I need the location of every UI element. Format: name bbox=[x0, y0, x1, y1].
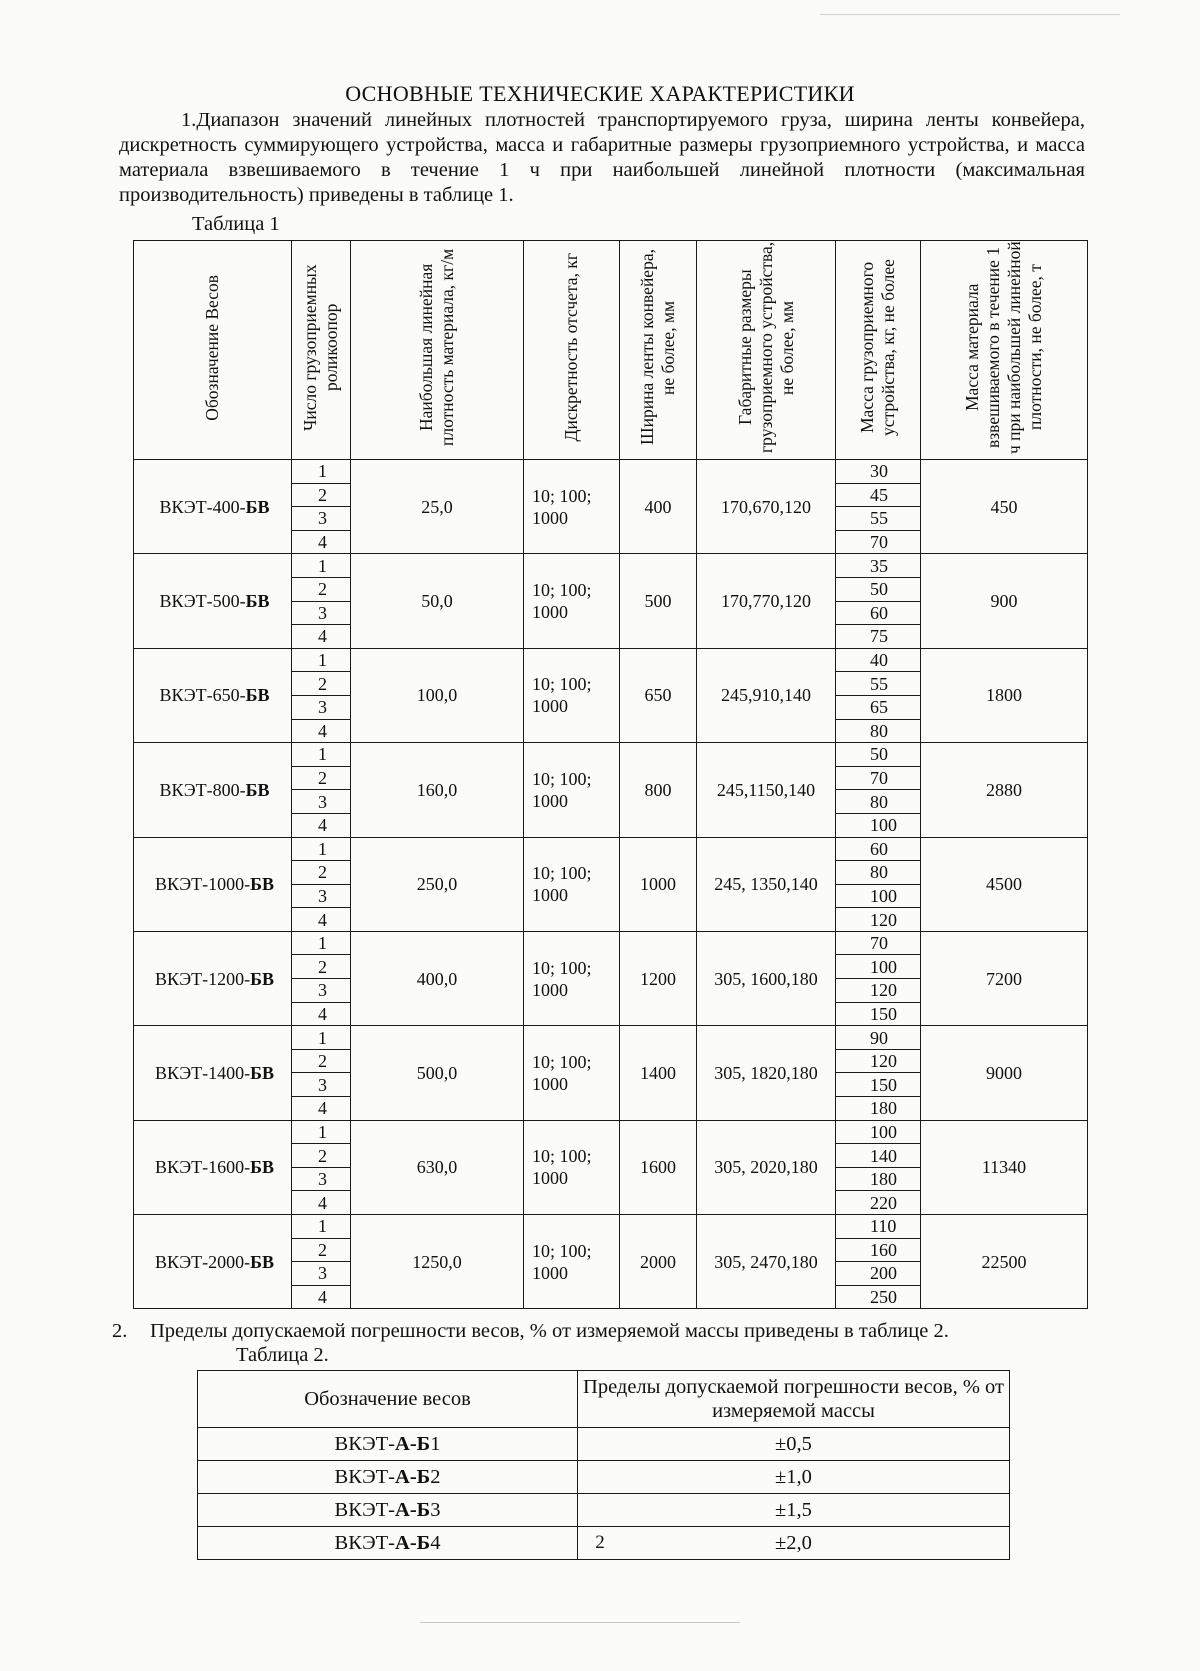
dimensions-cell: 170,770,120 bbox=[697, 554, 836, 648]
header-roller-count bbox=[292, 241, 351, 460]
model-cell bbox=[134, 1215, 292, 1309]
density-cell: 25,0 bbox=[351, 460, 524, 554]
device-mass-cell: 140 bbox=[836, 1144, 921, 1168]
page-heading: ОСНОВНЫЕ ТЕХНИЧЕСКИЕ ХАРАКТЕРИСТИКИ bbox=[345, 81, 855, 106]
roller-count-cell: 2 bbox=[292, 861, 351, 885]
header-hourly-mass bbox=[921, 241, 1088, 460]
device-mass-cell: 70 bbox=[836, 530, 921, 554]
roller-count-cell: 4 bbox=[292, 813, 351, 837]
dimensions-cell: 245,910,140 bbox=[697, 648, 836, 742]
device-mass-cell: 80 bbox=[836, 790, 921, 814]
table2-header-limit: Пределы допускаемой погрешности весов, % от измеряемой массы bbox=[578, 1371, 1010, 1428]
section2-paragraph bbox=[112, 1320, 949, 1343]
model-class: 2 bbox=[430, 1465, 441, 1488]
table-row bbox=[134, 1026, 1088, 1050]
device-mass-cell: 65 bbox=[836, 695, 921, 719]
roller-count-cell: 3 bbox=[292, 601, 351, 625]
hourly-mass-cell: 450 bbox=[921, 460, 1088, 554]
table-row bbox=[134, 931, 1088, 955]
model-prefix: ВКЭТ- bbox=[334, 1465, 396, 1488]
roller-count-cell: 3 bbox=[292, 695, 351, 719]
dimensions-cell: 305, 1820,180 bbox=[697, 1026, 836, 1120]
model-prefix: ВКЭТ-800- bbox=[159, 779, 246, 800]
model-prefix: ВКЭТ- bbox=[334, 1432, 396, 1455]
roller-count-cell: 4 bbox=[292, 908, 351, 932]
model-type: А-Б bbox=[395, 1465, 431, 1488]
roller-count-cell: 1 bbox=[292, 743, 351, 767]
density-cell: 160,0 bbox=[351, 743, 524, 837]
table2-header-model: Обозначение весов bbox=[198, 1371, 578, 1428]
model-type: А-Б bbox=[395, 1498, 431, 1521]
dimensions-cell: 305, 2470,180 bbox=[697, 1215, 836, 1309]
density-cell: 250,0 bbox=[351, 837, 524, 931]
header-model-text: Обозначение Весов bbox=[202, 274, 222, 421]
device-mass-cell: 70 bbox=[836, 766, 921, 790]
roller-count-cell: 1 bbox=[292, 1215, 351, 1239]
error-limit-cell: ±2,0 bbox=[578, 1527, 1010, 1560]
header-belt-width-text: Ширина ленты конвейера, не более, мм bbox=[637, 249, 678, 446]
discreteness-cell: 10; 100; 1000 bbox=[524, 1026, 620, 1120]
device-mass-cell: 200 bbox=[836, 1262, 921, 1286]
roller-count-cell: 4 bbox=[292, 1097, 351, 1121]
roller-count-cell: 2 bbox=[292, 1049, 351, 1073]
intro-text: 1.Диапазон значений линейных плотностей транспортируемого груза, ширина ленты конвейера, дискретность суммирующего устройства, масса и габаритные размеры грузоприемного устройства, и масса материала взвешиваемого в течение 1 ч при наибольшей линейной плотности (максимальная производительность) приведены в таблице 1. bbox=[119, 109, 1085, 206]
dimensions-cell: 305, 1600,180 bbox=[697, 931, 836, 1025]
device-mass-cell: 150 bbox=[836, 1002, 921, 1026]
model-cell bbox=[134, 460, 292, 554]
device-mass-cell: 120 bbox=[836, 979, 921, 1003]
discreteness-cell: 10; 100; 1000 bbox=[524, 837, 620, 931]
roller-count-cell: 3 bbox=[292, 1167, 351, 1191]
model-cell bbox=[134, 837, 292, 931]
device-mass-cell: 180 bbox=[836, 1097, 921, 1121]
header-device-mass bbox=[836, 241, 921, 460]
hourly-mass-cell: 9000 bbox=[921, 1026, 1088, 1120]
model-cell bbox=[134, 743, 292, 837]
discreteness-cell: 10; 100; 1000 bbox=[524, 743, 620, 837]
device-mass-cell: 60 bbox=[836, 837, 921, 861]
table1-body bbox=[134, 460, 1088, 1309]
model-suffix: БВ bbox=[250, 1062, 274, 1083]
roller-count-cell: 3 bbox=[292, 979, 351, 1003]
model-cell bbox=[134, 648, 292, 742]
device-mass-cell: 40 bbox=[836, 648, 921, 672]
density-cell: 630,0 bbox=[351, 1120, 524, 1214]
hourly-mass-cell: 11340 bbox=[921, 1120, 1088, 1214]
model-type: А-Б bbox=[395, 1531, 431, 1554]
model-suffix: БВ bbox=[250, 968, 274, 989]
discreteness-cell: 10; 100; 1000 bbox=[524, 648, 620, 742]
belt-width-cell: 650 bbox=[620, 648, 697, 742]
hourly-mass-cell: 1800 bbox=[921, 648, 1088, 742]
roller-count-cell: 2 bbox=[292, 577, 351, 601]
device-mass-cell: 250 bbox=[836, 1285, 921, 1309]
table-row bbox=[134, 837, 1088, 861]
model-prefix: ВКЭТ- bbox=[334, 1531, 396, 1554]
model-class: 3 bbox=[430, 1498, 441, 1521]
model-class: 1 bbox=[430, 1432, 441, 1455]
roller-count-cell: 2 bbox=[292, 766, 351, 790]
density-cell: 500,0 bbox=[351, 1026, 524, 1120]
roller-count-cell: 4 bbox=[292, 625, 351, 649]
table-row bbox=[134, 554, 1088, 578]
density-cell: 400,0 bbox=[351, 931, 524, 1025]
device-mass-cell: 60 bbox=[836, 601, 921, 625]
discreteness-cell: 10; 100; 1000 bbox=[524, 554, 620, 648]
hourly-mass-cell: 22500 bbox=[921, 1215, 1088, 1309]
device-mass-cell: 55 bbox=[836, 672, 921, 696]
header-hourly-mass-text: Масса материала взвешиваемого в течение 1 ч при наибольшей линейной плотности, не более, т bbox=[962, 241, 1045, 454]
scan-artifact bbox=[420, 1622, 740, 1623]
roller-count-cell: 3 bbox=[292, 790, 351, 814]
hourly-mass-cell: 900 bbox=[921, 554, 1088, 648]
model-prefix: ВКЭТ- bbox=[334, 1498, 396, 1521]
device-mass-cell: 35 bbox=[836, 554, 921, 578]
roller-count-cell: 2 bbox=[292, 672, 351, 696]
model-suffix: БВ bbox=[245, 591, 270, 612]
header-max-density bbox=[351, 241, 524, 460]
model-suffix: БВ bbox=[245, 496, 270, 517]
intro-paragraph bbox=[119, 108, 1085, 208]
model-cell bbox=[198, 1494, 578, 1527]
roller-count-cell: 4 bbox=[292, 1285, 351, 1309]
roller-count-cell: 4 bbox=[292, 1002, 351, 1026]
roller-count-cell: 1 bbox=[292, 931, 351, 955]
dimensions-cell: 245,1150,140 bbox=[697, 743, 836, 837]
table-row bbox=[134, 1215, 1088, 1239]
hourly-mass-cell: 4500 bbox=[921, 837, 1088, 931]
device-mass-cell: 55 bbox=[836, 507, 921, 531]
device-mass-cell: 90 bbox=[836, 1026, 921, 1050]
table1-caption: Таблица 1 bbox=[192, 213, 280, 235]
error-limit-cell: ±1,0 bbox=[578, 1461, 1010, 1494]
roller-count-cell: 4 bbox=[292, 530, 351, 554]
device-mass-cell: 100 bbox=[836, 1120, 921, 1144]
model-suffix: БВ bbox=[245, 685, 270, 706]
model-prefix: ВКЭТ-1000- bbox=[154, 874, 251, 895]
belt-width-cell: 1400 bbox=[620, 1026, 697, 1120]
roller-count-cell: 4 bbox=[292, 1191, 351, 1215]
roller-count-cell: 3 bbox=[292, 1073, 351, 1097]
table2-header-row bbox=[198, 1371, 1010, 1428]
table-row bbox=[134, 648, 1088, 672]
section2-number: 2. bbox=[112, 1320, 128, 1342]
belt-width-cell: 500 bbox=[620, 554, 697, 648]
roller-count-cell: 3 bbox=[292, 884, 351, 908]
model-suffix: БВ bbox=[245, 779, 270, 800]
roller-count-cell: 1 bbox=[292, 1120, 351, 1144]
model-cell bbox=[198, 1461, 578, 1494]
table-row bbox=[134, 743, 1088, 767]
roller-count-cell: 2 bbox=[292, 483, 351, 507]
roller-count-cell: 2 bbox=[292, 1238, 351, 1262]
dimensions-cell: 170,670,120 bbox=[697, 460, 836, 554]
model-cell bbox=[198, 1428, 578, 1461]
header-model bbox=[134, 241, 292, 460]
belt-width-cell: 2000 bbox=[620, 1215, 697, 1309]
error-limit-cell: ±1,5 bbox=[578, 1494, 1010, 1527]
table2-caption: Таблица 2. bbox=[236, 1344, 329, 1366]
device-mass-cell: 100 bbox=[836, 813, 921, 837]
table-row bbox=[198, 1428, 1010, 1461]
specifications-table bbox=[133, 240, 1088, 1309]
dimensions-cell: 245, 1350,140 bbox=[697, 837, 836, 931]
model-cell bbox=[134, 1026, 292, 1120]
model-suffix: БВ bbox=[250, 874, 274, 895]
scan-artifact bbox=[820, 14, 1120, 15]
device-mass-cell: 30 bbox=[836, 460, 921, 484]
model-prefix: ВКЭТ-400- bbox=[159, 496, 246, 517]
roller-count-cell: 1 bbox=[292, 460, 351, 484]
device-mass-cell: 180 bbox=[836, 1167, 921, 1191]
model-cell bbox=[134, 1120, 292, 1214]
roller-count-cell: 2 bbox=[292, 1144, 351, 1168]
belt-width-cell: 1000 bbox=[620, 837, 697, 931]
error-limit-cell: ±0,5 bbox=[578, 1428, 1010, 1461]
density-cell: 100,0 bbox=[351, 648, 524, 742]
table-row bbox=[134, 1120, 1088, 1144]
hourly-mass-cell: 2880 bbox=[921, 743, 1088, 837]
header-discreteness-text: Дискретность отсчета, кг bbox=[561, 253, 581, 442]
header-device-mass-text: Масса грузоприемного устройства, кг, не более bbox=[857, 259, 898, 436]
device-mass-cell: 110 bbox=[836, 1215, 921, 1239]
roller-count-cell: 2 bbox=[292, 955, 351, 979]
belt-width-cell: 1200 bbox=[620, 931, 697, 1025]
roller-count-cell: 3 bbox=[292, 1262, 351, 1286]
device-mass-cell: 80 bbox=[836, 861, 921, 885]
header-dimensions bbox=[697, 241, 836, 460]
table1-header-row bbox=[134, 241, 1088, 460]
roller-count-cell: 1 bbox=[292, 837, 351, 861]
device-mass-cell: 160 bbox=[836, 1238, 921, 1262]
model-type: А-Б bbox=[395, 1432, 431, 1455]
table-row bbox=[198, 1461, 1010, 1494]
device-mass-cell: 75 bbox=[836, 625, 921, 649]
model-prefix: ВКЭТ-1400- bbox=[154, 1062, 251, 1083]
device-mass-cell: 120 bbox=[836, 908, 921, 932]
density-cell: 50,0 bbox=[351, 554, 524, 648]
section2-text: Пределы допускаемой погрешности весов, % от измеряемой массы приведены в таблице 2. bbox=[150, 1320, 949, 1342]
belt-width-cell: 800 bbox=[620, 743, 697, 837]
roller-count-cell: 3 bbox=[292, 507, 351, 531]
table-row bbox=[134, 460, 1088, 484]
model-suffix: БВ bbox=[250, 1157, 274, 1178]
header-dimensions-text: Габаритные размеры грузоприемного устройства, не более, мм bbox=[734, 241, 797, 454]
model-prefix: ВКЭТ-500- bbox=[159, 591, 246, 612]
discreteness-cell: 10; 100; 1000 bbox=[524, 931, 620, 1025]
device-mass-cell: 50 bbox=[836, 577, 921, 601]
model-prefix: ВКЭТ-2000- bbox=[154, 1251, 251, 1272]
model-suffix: БВ bbox=[250, 1251, 274, 1272]
device-mass-cell: 50 bbox=[836, 743, 921, 767]
table-row bbox=[198, 1494, 1010, 1527]
discreteness-cell: 10; 100; 1000 bbox=[524, 1120, 620, 1214]
discreteness-cell: 10; 100; 1000 bbox=[524, 460, 620, 554]
dimensions-cell: 305, 2020,180 bbox=[697, 1120, 836, 1214]
roller-count-cell: 1 bbox=[292, 648, 351, 672]
model-prefix: ВКЭТ-1200- bbox=[154, 968, 251, 989]
model-prefix: ВКЭТ-1600- bbox=[154, 1157, 251, 1178]
header-max-density-text: Наибольшая линейная плотность материала, кг/м bbox=[416, 248, 457, 447]
header-discreteness bbox=[524, 241, 620, 460]
header-roller-count-text: Число грузоприемных роликоопор bbox=[300, 264, 341, 431]
roller-count-cell: 1 bbox=[292, 1026, 351, 1050]
density-cell: 1250,0 bbox=[351, 1215, 524, 1309]
device-mass-cell: 150 bbox=[836, 1073, 921, 1097]
device-mass-cell: 100 bbox=[836, 955, 921, 979]
discreteness-cell: 10; 100; 1000 bbox=[524, 1215, 620, 1309]
roller-count-cell: 1 bbox=[292, 554, 351, 578]
model-class: 4 bbox=[430, 1531, 441, 1554]
roller-count-cell: 4 bbox=[292, 719, 351, 743]
device-mass-cell: 45 bbox=[836, 483, 921, 507]
model-cell bbox=[134, 931, 292, 1025]
header-belt-width bbox=[620, 241, 697, 460]
device-mass-cell: 220 bbox=[836, 1191, 921, 1215]
device-mass-cell: 70 bbox=[836, 931, 921, 955]
device-mass-cell: 100 bbox=[836, 884, 921, 908]
device-mass-cell: 120 bbox=[836, 1049, 921, 1073]
hourly-mass-cell: 7200 bbox=[921, 931, 1088, 1025]
belt-width-cell: 1600 bbox=[620, 1120, 697, 1214]
belt-width-cell: 400 bbox=[620, 460, 697, 554]
device-mass-cell: 80 bbox=[836, 719, 921, 743]
page-number: 2 bbox=[595, 1532, 605, 1553]
model-prefix: ВКЭТ-650- bbox=[159, 685, 246, 706]
model-cell bbox=[134, 554, 292, 648]
